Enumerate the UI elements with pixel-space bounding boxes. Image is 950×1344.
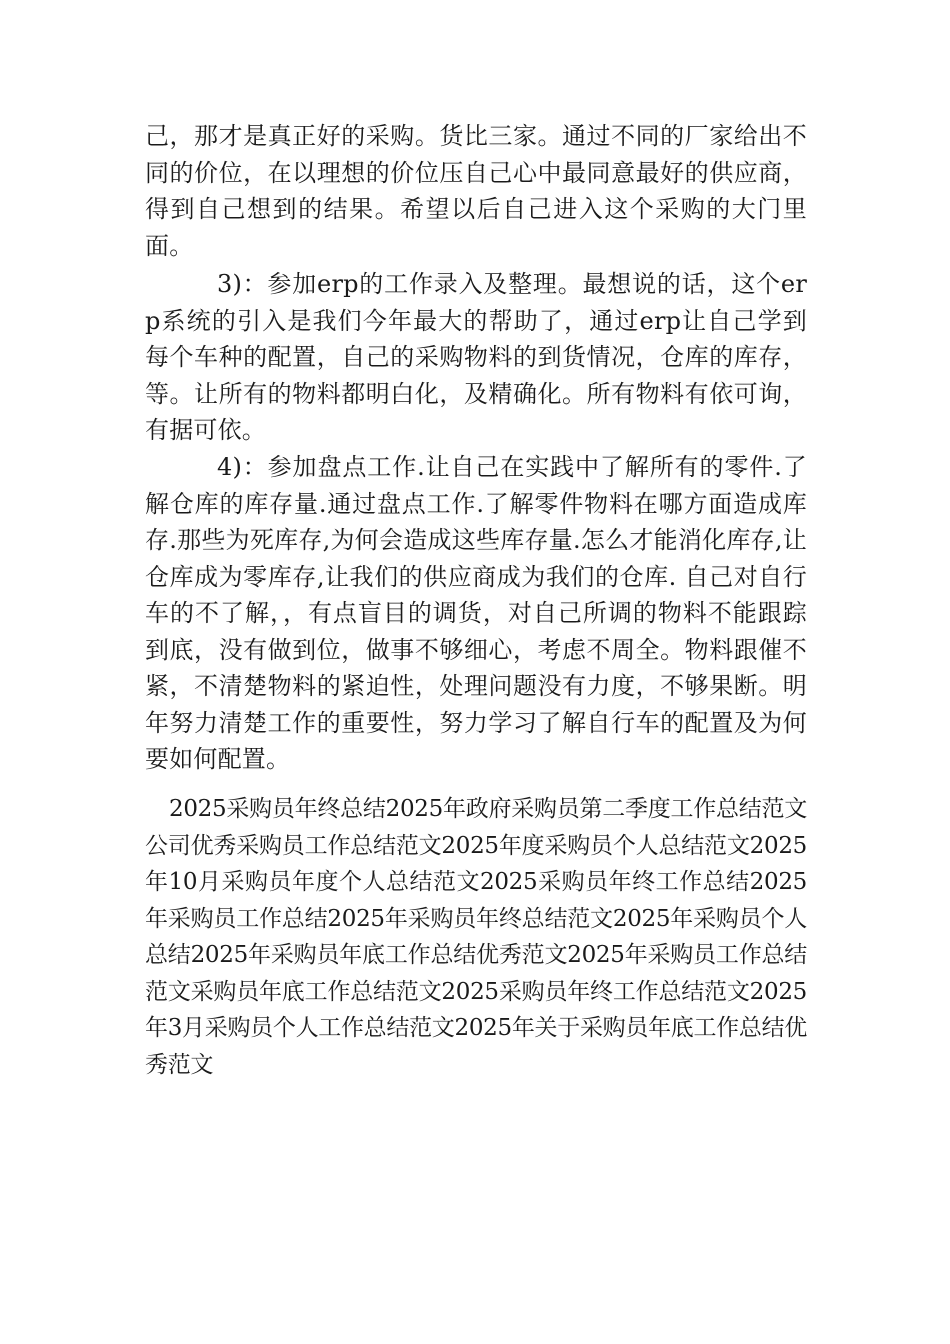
paragraph-inventory-check: 4)：参加盘点工作.让自己在实践中了解所有的零件.了解仓库的库存量.通过盘点工作.了解零件物料在哪方面造成库存.那些为死库存,为何会造成这些库存量.怎么才能消化库存,让仓库成为零库存,让我们的供应商成为我们的仓库. 自己对自行车的不了解，，有点盲目的调货，对自己所调的物料不能跟踪到底，没有做到位，做事不够细心，考虑不周全。物料跟催不紧，不清楚物料的紧迫性，处理问题没有力度，不够果断。明年努力清楚工作的重要性，努力学习了解自行车的配置及为何要如何配置。 (145, 453, 807, 773)
paragraph-purchasing-conclusion: 己，那才是真正好的采购。货比三家。通过不同的厂家给出不同的价位，在以理想的价位压自己心中最同意最好的供应商，得到自己想到的结果。希望以后自己进入这个采购的大门里面。 (145, 122, 807, 260)
paragraph-erp-work: 3)：参加erp的工作录入及整理。最想说的话，这个erp系统的引入是我们今年最大的帮助了，通过erp让自己学到每个车种的配置，自己的采购物料的到货情况，仓库的库存，等。让所有的物料都明白化，及精确化。所有物料有依可询，有据可依。 (145, 270, 807, 444)
related-articles-list: 2025采购员年终总结2025年政府采购员第二季度工作总结范文公司优秀采购员工作总结范文2025年度采购员个人总结范文2025年10月采购员年度个人总结范文2025采购员年终工作总结2025年采购员工作总结2025年采购员年终总结范文2025年采购员个人总结2025年采购员年底工作总结优秀范文2025年采购员工作总结范文采购员年底工作总结范文2025采购员年终工作总结范文2025年3月采购员个人工作总结范文2025年关于采购员年底工作总结优秀范文 (145, 796, 807, 1078)
